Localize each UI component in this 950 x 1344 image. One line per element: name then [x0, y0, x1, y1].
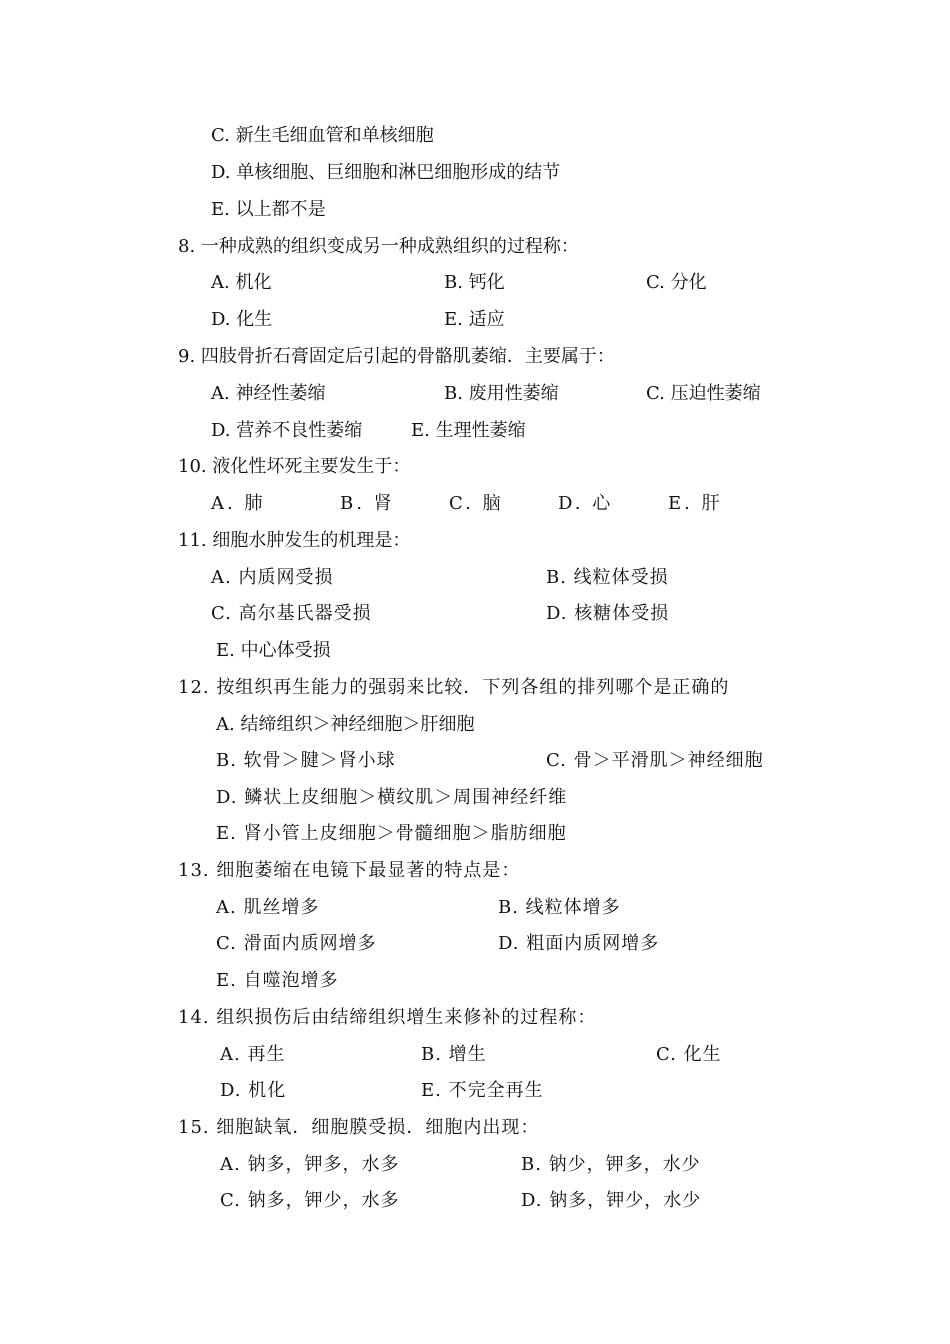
option-row: [0, 822, 950, 854]
answer-option: C. 分化: [646, 272, 707, 293]
option-row: [0, 1043, 950, 1075]
option-row: [0, 896, 950, 928]
answer-option: A. 肌丝增多: [216, 897, 320, 918]
answer-option: B. 软骨＞腱＞肾小球: [216, 750, 396, 771]
option-row: [0, 749, 950, 781]
answer-option: A. 再生: [220, 1044, 286, 1065]
question-stem: 12. 按组织再生能力的强弱来比较．下列各组的排列哪个是正确的: [178, 677, 730, 698]
question-row: [0, 529, 950, 561]
option-row: [0, 1189, 950, 1221]
question-stem: 15. 细胞缺氧．细胞膜受损．细胞内出现：: [178, 1117, 540, 1138]
answer-option: A. 神经性萎缩: [211, 383, 326, 404]
question-stem: 14. 组织损伤后由结缔组织增生来修补的过程称：: [178, 1007, 597, 1028]
answer-option: E. 不完全再生: [421, 1080, 544, 1101]
answer-option: C. 高尔基氏器受损: [211, 603, 372, 624]
option-row: [0, 932, 950, 964]
answer-option: B. 钠少，钾多，水少: [521, 1154, 701, 1175]
answer-option: D. 单核细胞、巨细胞和淋巴细胞形成的结节: [211, 162, 561, 183]
question-row: [0, 235, 950, 267]
option-row: [0, 602, 950, 634]
option-row: [0, 566, 950, 598]
option-row: [0, 271, 950, 303]
answer-option: A. 内质网受损: [211, 567, 334, 588]
option-row: [0, 198, 950, 230]
question-stem: 13. 细胞萎缩在电镜下最显著的特点是：: [178, 860, 521, 881]
question-row: [0, 1006, 950, 1038]
question-stem: 10. 液化性坏死主要发生于：: [178, 456, 411, 477]
answer-option: B. 增生: [421, 1044, 487, 1065]
answer-option: E. 自噬泡增多: [216, 970, 339, 991]
answer-option: A. 钠多，钾多，水多: [220, 1154, 400, 1175]
answer-option: B. 肾: [340, 493, 395, 514]
answer-option: A. 机化: [211, 272, 272, 293]
answer-option: A. 肺: [211, 493, 266, 514]
option-row: [0, 1153, 950, 1185]
answer-option: C. 新生毛细血管和单核细胞: [211, 125, 434, 146]
answer-option: C. 骨＞平滑肌＞神经细胞: [546, 750, 764, 771]
answer-option: B. 线粒体受损: [546, 567, 669, 588]
answer-option: C. 压迫性萎缩: [646, 383, 761, 404]
question-stem: 8. 一种成熟的组织变成另一种成熟组织的过程称：: [178, 236, 579, 257]
question-row: [0, 859, 950, 891]
answer-option: E. 中心体受损: [216, 640, 331, 661]
answer-option: C. 脑: [449, 493, 504, 514]
answer-option: C. 化生: [656, 1044, 722, 1065]
answer-option: E. 肝: [668, 493, 723, 514]
answer-option: C. 钠多，钾少，水多: [220, 1190, 400, 1211]
answer-option: D. 鳞状上皮细胞＞横纹肌＞周围神经纤维: [216, 787, 568, 808]
option-row: [0, 969, 950, 1001]
question-stem: 9. 四肢骨折石膏固定后引起的骨骼肌萎缩．主要属于：: [178, 346, 615, 367]
option-row: [0, 713, 950, 745]
answer-option: E. 适应: [444, 309, 505, 330]
option-row: [0, 492, 950, 524]
option-row: [0, 1079, 950, 1111]
answer-option: B. 钙化: [444, 272, 505, 293]
answer-option: D. 粗面内质网增多: [498, 933, 660, 954]
option-row: [0, 308, 950, 340]
question-stem: 11. 细胞水肿发生的机理是：: [178, 530, 411, 551]
answer-option: D. 营养不良性萎缩: [211, 420, 363, 441]
answer-option: E. 以上都不是: [211, 199, 326, 220]
answer-option: B. 废用性萎缩: [444, 383, 559, 404]
option-row: [0, 786, 950, 818]
answer-option: E. 生理性萎缩: [411, 420, 526, 441]
answer-option: D. 机化: [220, 1080, 287, 1101]
answer-option: E. 肾小管上皮细胞＞骨髓细胞＞脂肪细胞: [216, 823, 567, 844]
answer-option: B. 线粒体增多: [498, 897, 621, 918]
answer-option: D. 钠多，钾少，水少: [521, 1190, 702, 1211]
option-row: [0, 124, 950, 156]
answer-option: D. 心: [558, 493, 614, 514]
option-row: [0, 419, 950, 451]
answer-option: D. 化生: [211, 309, 273, 330]
option-row: [0, 161, 950, 193]
option-row: [0, 382, 950, 414]
answer-option: C. 滑面内质网增多: [216, 933, 377, 954]
answer-option: D. 核糖体受损: [546, 603, 670, 624]
answer-option: A. 结缔组织＞神经细胞＞肝细胞: [216, 714, 475, 735]
question-row: [0, 455, 950, 487]
question-row: [0, 676, 950, 708]
question-row: [0, 1116, 950, 1148]
question-row: [0, 345, 950, 377]
option-row: [0, 639, 950, 671]
